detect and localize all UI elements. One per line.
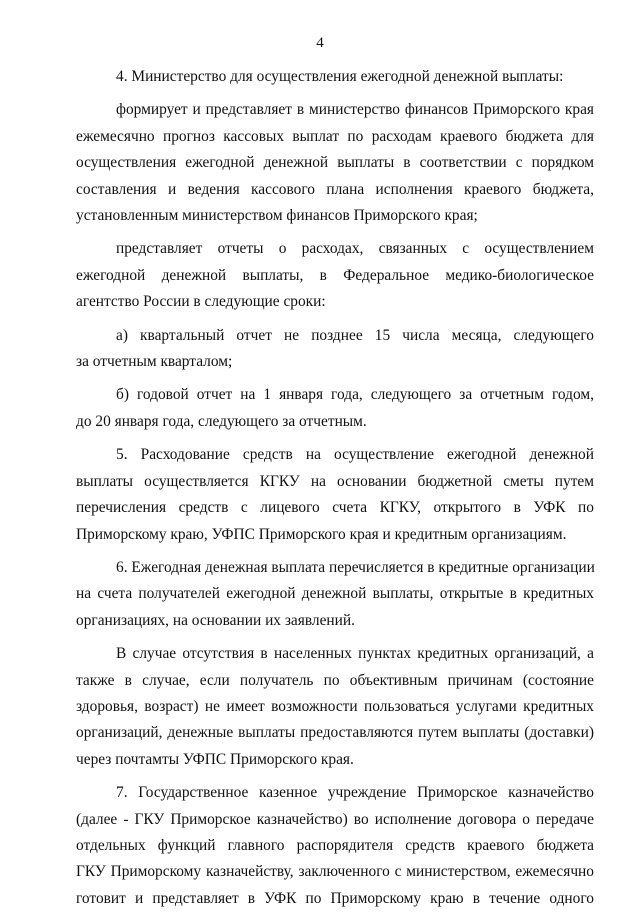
text-line: а) квартальный отчет не позднее 15 числа месяца, следующего — [116, 326, 594, 344]
text-line: ГКУ Приморскому казначейству, заключенного с министерством, ежемесячно — [76, 863, 594, 881]
text-line: через почтамты УФПС Приморского края. — [76, 750, 354, 768]
text-line: составления и ведения кассового плана исполнения краевого бюджета, — [76, 180, 594, 198]
text-line: ежегодной денежной выплаты, в Федеральное медико-биологическое — [76, 266, 594, 284]
text-line: осуществления ежегодной денежной выплаты в соответствии с порядком — [76, 154, 594, 172]
paragraph-no-credit-orgs — [76, 641, 594, 773]
paragraph-7-treasury — [76, 780, 594, 912]
text-line: организациях, на основании их заявлений. — [76, 611, 355, 629]
text-line: формирует и представляет в министерство финансов Приморского края — [116, 101, 594, 119]
paragraph-annual-report — [76, 382, 594, 435]
paragraph-quarterly-report — [76, 323, 594, 376]
paragraph-forms-forecast — [76, 97, 594, 229]
text-line: 5. Расходование средств на осуществление ежегодной денежной — [116, 446, 594, 464]
text-line: 7. Государственное казенное учреждение Приморское казначейство — [116, 784, 594, 802]
text-line: Приморскому краю, УФПС Приморского края и кредитным организациям. — [76, 525, 567, 543]
paragraph-5-spending — [76, 442, 594, 548]
paragraph-reports — [76, 236, 594, 315]
paragraph-6-transfer — [76, 555, 594, 634]
text-line: 4. Министерство для осуществления ежегодной денежной выплаты: — [116, 68, 564, 85]
text-line: ежемесячно прогноз кассовых выплат по расходам краевого бюджета для — [76, 127, 594, 145]
text-line: организаций, денежные выплаты предоставляются путем выплаты (доставки) — [76, 724, 594, 742]
text-line: агентство России в следующие сроки: — [76, 293, 326, 311]
paragraph-4-ministry — [76, 64, 594, 90]
text-line: готовит и представляет в УФК по Приморскому краю в течение одного — [76, 889, 594, 907]
text-line: отдельных функций главного распорядителя средств краевого бюджета — [76, 836, 594, 854]
document-body — [76, 64, 594, 919]
text-line: представляет отчеты о расходах, связанных с осуществлением — [116, 240, 594, 258]
text-line: В случае отсутствия в населенных пунктах кредитных организаций, а — [116, 645, 594, 663]
text-line: 6. Ежегодная денежная выплата перечисляется в кредитные организации — [116, 558, 595, 576]
text-line: до 20 января года, следующего за отчетным. — [76, 412, 367, 430]
text-line: перечисления средств с лицевого счета КГКУ, открытого в УФК по — [76, 499, 594, 517]
text-line: за отчетным кварталом; — [76, 353, 233, 371]
text-line: здоровья, возраст) не имеет возможности пользоваться услугами кредитных — [76, 697, 594, 715]
page-number: 4 — [316, 35, 324, 51]
text-line: установленным министерством финансов Приморского края; — [76, 207, 478, 225]
text-line: б) годовой отчет на 1 января года, следующего за отчетным годом, — [116, 386, 594, 404]
text-line: выплаты осуществляется КГКУ на основании бюджетной сметы путем — [76, 472, 594, 490]
text-line: также в случае, если получатель по объективным причинам (состояние — [76, 671, 594, 689]
text-line: на счета получателей ежегодной денежной выплаты, открытые в кредитных — [76, 585, 594, 603]
text-line: (далее - ГКУ Приморское казначейство) во исполнение договора о передаче — [76, 810, 594, 828]
